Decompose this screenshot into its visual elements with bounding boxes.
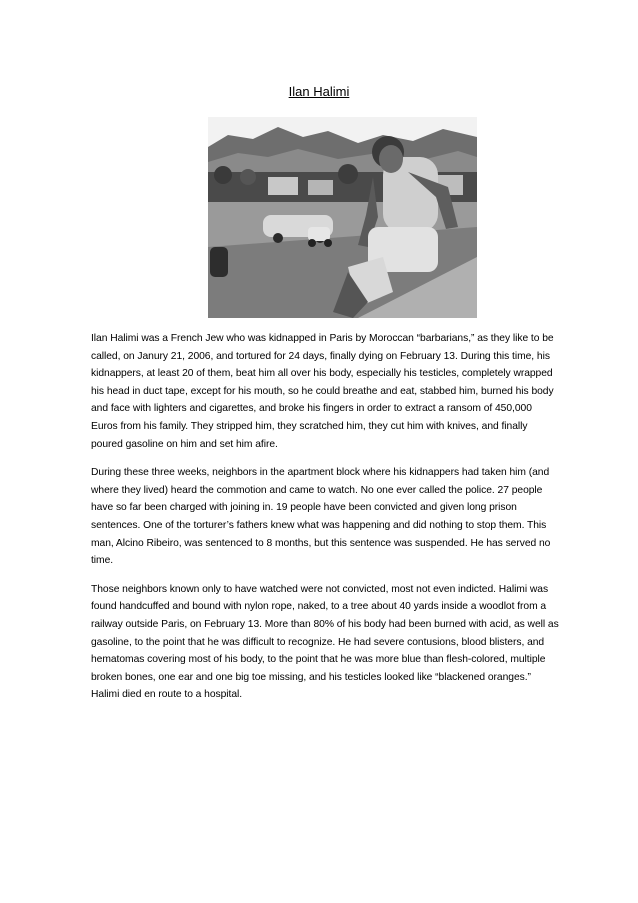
article-paragraph: During these three weeks, neighbors in the apartment block where his kidnappers had taken him (and where they lived) heard the commotion and came to watch. No one ever called the police. 27 people have so far been charged with joining in. 19 people have been convicted and given long prison sentences. One of the torturer’s fathers knew what was happening and did nothing to stop them. This man, Alcino Ribeiro, was sentenced to 8 months, but this sentence was suspended. He has served no time.	[91, 467, 551, 567]
article-body	[91, 330, 561, 715]
article-paragraph: Those neighbors known only to have watched were not convicted, most not even indicted. Halimi was found handcuffed and bound with nylon rope, naked, to a tree about 40 yards inside a woodlot from a railway outside Paris, on February 13. More than 80% of his body had been burned with acid, as well as gasoline, to the point that he was difficult to recognize. He had severe contusions, blood blisters, and hematomas covering most of his body, to the point that he was more blue than flesh-colored, multiple broken bones, one ear and one big toe missing, and his testicles looked like “blackened oranges.” Halimi died en route to a hospital.	[91, 583, 559, 701]
portrait-photo	[208, 117, 477, 318]
document-title: Ilan Halimi	[288, 84, 350, 99]
photo-illustration	[208, 117, 477, 318]
article-paragraph: Ilan Halimi was a French Jew who was kidnapped in Paris by Moroccan “barbarians,” as they like to be called, on Janury 21, 2006, and tortured for 24 days, finally dying on February 13. During this time, his kidnappers, at least 20 of them, beat him all over his body, especially his testicles, completely wrapped his head in duct tape, except for his mouth, so he could breathe and eat, stabbed him, burned his body and face with lighters and cigarettes, and broke his fingers in order to extract a ransom of 450,000 Euros from his family. They stripped him, they scratched him, they cut him with knives, and finally poured gasoline on him and set him afire.	[91, 333, 554, 450]
